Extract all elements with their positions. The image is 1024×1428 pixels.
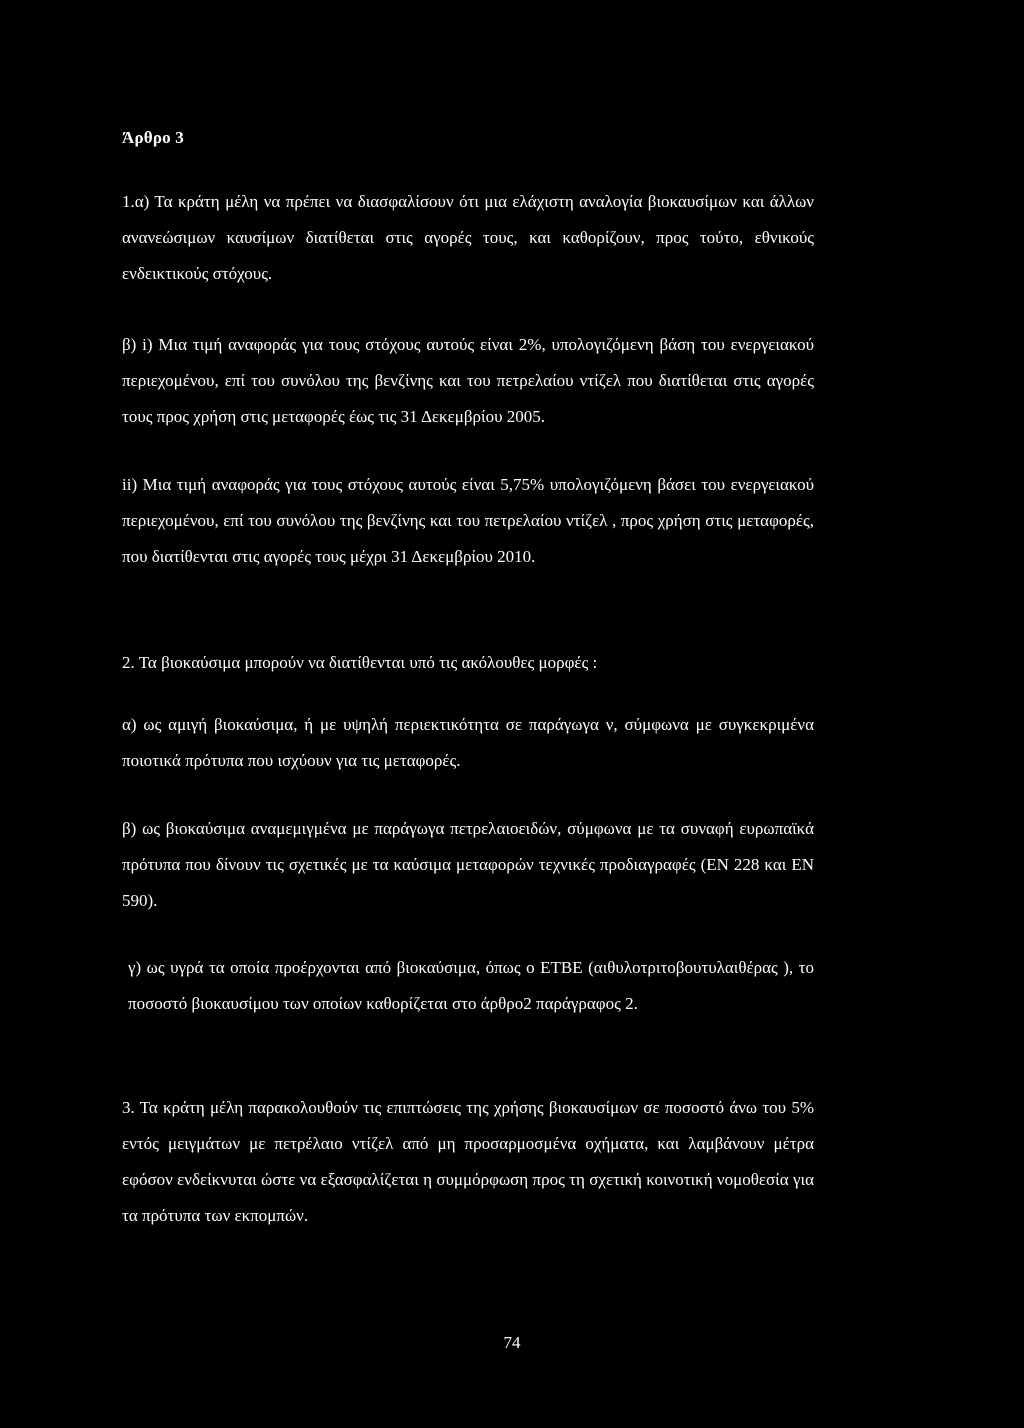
page-number: 74 [503, 1333, 521, 1352]
paragraph-1b-ii: ii) Μια τιμή αναφοράς για τους στόχους αυτούς είναι 5,75% υπολογιζόμενη βάσει του ενεργειακού περιεχομένου, επί του συνόλου της βενζίνης και του πετρελαίου ντίζελ , προς χρήση στις μεταφορές, που διατίθενται στις αγορές τους μέχρι 31 Δεκεμβρίου 2010. [122, 475, 814, 566]
paragraph-3: 3. Τα κράτη μέλη παρακολουθούν τις επιπτώσεις της χρήσης βιοκαυσίμων σε ποσοστό άνω του 5% εντός μειγμάτων με πετρέλαιο ντίζελ από μη προσαρμοσμένα οχήματα, και λαμβάνουν μέτρα εφόσον ενδείκνυται ώστε να εξασφαλίζεται η συμμόρφωση προς τη σχετική κοινοτική νομοθεσία για τα πρότυπα των εκπομπών. [122, 1098, 814, 1225]
paragraph-2: 2. Τα βιοκαύσιμα μπορούν να διατίθενται υπό τις ακόλουθες μορφές : [122, 653, 598, 672]
paragraph-1a: 1.α) Τα κράτη μέλη να πρέπει να διασφαλίσουν ότι μια ελάχιστη αναλογία βιοκαυσίμων και άλλων ανανεώσιμων καυσίμων διατίθεται στις αγορές τους, και καθορίζουν, προς τούτο, εθνικούς ενδεικτικούς στόχους. [122, 192, 814, 283]
paragraph-1b-i: β) i) Μια τιμή αναφοράς για τους στόχους αυτούς είναι 2%, υπολογιζόμενη βάση του ενεργειακού περιεχομένου, επί του συνόλου της βενζίνης και του πετρελαίου ντίζελ που διατίθεται στις αγορές τους προς χρήση στις μεταφορές έως τις 31 Δεκεμβρίου 2005. [122, 335, 814, 426]
article-heading: Άρθρο 3 [122, 128, 184, 147]
paragraph-2c: γ) ως υγρά τα οποία προέρχονται από βιοκαύσιμα, όπως ο ΕΤΒΕ (αιθυλοτριτοβουτυλαιθέρας ), το ποσοστό βιοκαυσίμου των οποίων καθορίζεται στο άρθρο2 παράγραφος 2. [128, 958, 814, 1013]
paragraph-2a: α) ως αμιγή βιοκαύσιμα, ή με υψηλή περιεκτικότητα σε παράγωγα ν, σύμφωνα με συγκεκριμένα ποιοτικά πρότυπα που ισχύουν για τις μεταφορές. [122, 715, 814, 770]
paragraph-2b: β) ως βιοκαύσιμα αναμεμιγμένα με παράγωγα πετρελαιοειδών, σύμφωνα με τα συναφή ευρωπαϊκά πρότυπα που δίνουν τις σχετικές με τα καύσιμα μεταφορών τεχνικές προδιαγραφές (ΕΝ 228 και ΕΝ 590). [122, 819, 814, 910]
